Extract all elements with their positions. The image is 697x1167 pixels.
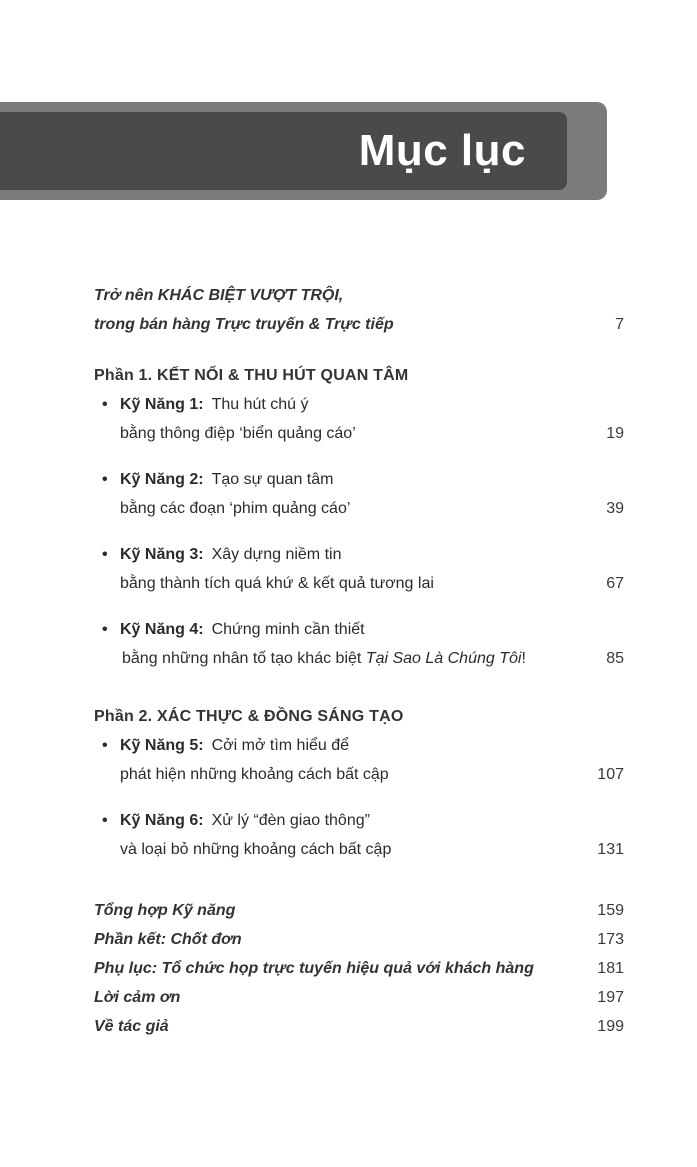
toc-entry-title: Về tác giả [94, 1018, 169, 1035]
skill-label: Kỹ Năng 4: [120, 621, 204, 638]
skill-label: Kỹ Năng 5: [120, 737, 204, 754]
skill-label: Kỹ Năng 2: [120, 471, 204, 488]
part-1-title: Phần 1. KẾT NỐI & THU HÚT QUAN TÂM [94, 367, 409, 384]
bullet: • [102, 396, 108, 413]
skill-entry-3-line2[interactable] [94, 572, 624, 596]
skill-title: Xây dựng niềm tin [211, 546, 342, 563]
skill-entry-3[interactable] [94, 543, 624, 567]
toc-intro-line2[interactable] [94, 313, 624, 337]
toc-entry-title: Tổng hợp Kỹ năng [94, 902, 236, 919]
part-heading[interactable] [94, 364, 624, 388]
toc-intro-line1 [94, 284, 624, 308]
page-number: 173 [597, 931, 624, 948]
skill-subtitle: bằng thành tích quá khứ & kết quả tương lai [120, 575, 434, 592]
bullet: • [102, 812, 108, 829]
skill-subtitle: và loại bỏ những khoảng cách bất cập [120, 841, 392, 858]
skill-entry-5[interactable] [94, 734, 624, 758]
skill-entry-6[interactable] [94, 809, 624, 833]
page-number: 85 [606, 650, 624, 667]
bullet: • [102, 546, 108, 563]
page-number: 197 [597, 989, 624, 1006]
skill-subtitle: bằng thông điệp ‘biển quảng cáo’ [120, 425, 356, 442]
skill-entry-4-line2[interactable] [94, 647, 624, 671]
page-number: 181 [597, 960, 624, 977]
skill-entry-2[interactable] [94, 468, 624, 492]
toc-closing-entry[interactable] [94, 957, 624, 981]
page-number: 19 [606, 425, 624, 442]
toc-closing-entry[interactable] [94, 899, 624, 923]
skill-entry-4[interactable] [94, 618, 624, 642]
skill-subtitle: phát hiện những khoảng cách bất cập [120, 766, 389, 783]
page-number: 67 [606, 575, 624, 592]
toc-closing-entry[interactable] [94, 986, 624, 1010]
bullet: • [102, 471, 108, 488]
skill-entry-1[interactable] [94, 393, 624, 417]
page-number: 7 [615, 316, 624, 333]
toc-entry-title: Lời cảm ơn [94, 989, 181, 1006]
toc-closing-entry[interactable] [94, 1015, 624, 1039]
toc-intro-subtitle: trong bán hàng Trực truyến & Trực tiếp [94, 316, 394, 333]
skill-label: Kỹ Năng 1: [120, 396, 204, 413]
skill-subtitle-emphasis: Tại Sao Là Chúng Tôi [365, 650, 522, 667]
skill-entry-5-line2[interactable] [94, 763, 624, 787]
toc-entry-title: Phần kết: Chốt đơn [94, 931, 242, 948]
skill-subtitle-end: ! [521, 650, 526, 667]
page-number: 39 [606, 500, 624, 517]
skill-title: Cởi mở tìm hiểu để [211, 737, 350, 754]
page-number: 159 [597, 902, 624, 919]
skill-entry-1-line2[interactable] [94, 422, 624, 446]
toc-closing-entry[interactable] [94, 928, 624, 952]
page-number: 107 [597, 766, 624, 783]
skill-title: Xử lý “đèn giao thông” [211, 812, 370, 829]
page-title: Mục lục [358, 126, 526, 175]
skill-title: Thu hút chú ý [211, 396, 309, 413]
skill-title: Chứng minh cần thiết [211, 621, 365, 638]
bullet: • [102, 621, 108, 638]
part-heading[interactable] [94, 705, 624, 729]
toc-intro-title: Trở nên KHÁC BIỆT VƯỢT TRỘI, [94, 287, 344, 304]
skill-label: Kỹ Năng 3: [120, 546, 204, 563]
page-number: 131 [597, 841, 624, 858]
bullet: • [102, 737, 108, 754]
skill-label: Kỹ Năng 6: [120, 812, 204, 829]
page-number: 199 [597, 1018, 624, 1035]
part-2-title: Phần 2. XÁC THỰC & ĐỒNG SÁNG TẠO [94, 708, 404, 725]
skill-title: Tạo sự quan tâm [211, 471, 334, 488]
toc-entry-title: Phụ lục: Tổ chức họp trực tuyến hiệu quả với khách hàng [94, 960, 534, 977]
skill-subtitle: bằng những nhân tố tạo khác biệt [122, 650, 366, 667]
skill-entry-2-line2[interactable] [94, 497, 624, 521]
skill-subtitle: bằng các đoạn ‘phim quảng cáo’ [120, 500, 351, 517]
skill-entry-6-line2[interactable] [94, 838, 624, 862]
